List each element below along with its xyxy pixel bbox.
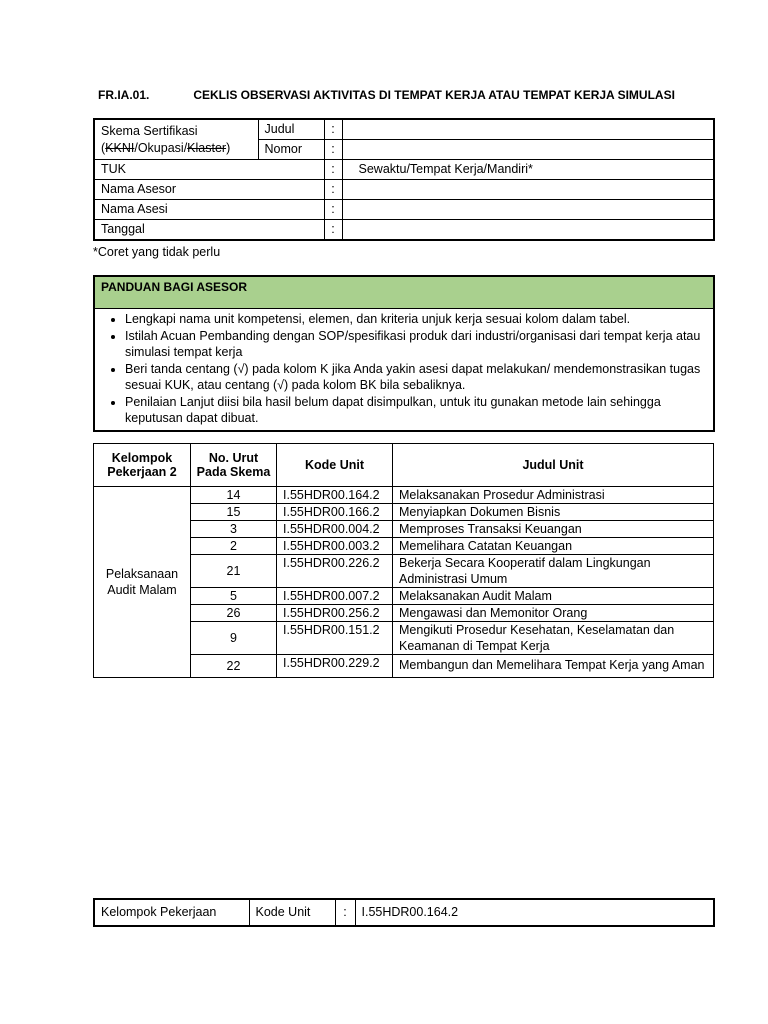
asesor-value[interactable] (342, 180, 714, 200)
row-judul: Bekerja Secara Kooperatif dalam Lingkungan Administrasi Umum (393, 555, 714, 588)
row-judul: Memelihara Catatan Keuangan (393, 538, 714, 555)
tanggal-value[interactable] (342, 220, 714, 241)
judul-label: Judul (258, 119, 324, 140)
header-judul-unit: Judul Unit (393, 444, 714, 487)
guide-list (95, 309, 713, 430)
colon: : (324, 200, 342, 220)
row-no: 2 (191, 538, 277, 555)
row-judul: Melaksanakan Audit Malam (393, 588, 714, 605)
skema-okupasi: /Okupasi/ (134, 141, 188, 155)
row-kode: I.55HDR00.151.2 (277, 622, 393, 655)
guide-item: • Lengkapi nama unit kompetensi, elemen, dan kriteria unjuk kerja sesuai kolom dalam tabel. (125, 311, 707, 328)
colon: : (324, 119, 342, 140)
row-kode: I.55HDR00.256.2 (277, 605, 393, 622)
skema-label (94, 119, 258, 160)
info-row-asesor (94, 180, 714, 200)
row-kode: I.55HDR00.166.2 (277, 504, 393, 521)
skema-open: ( (101, 141, 106, 155)
row-kode: I.55HDR00.003.2 (277, 538, 393, 555)
header-no-urut: No. Urut Pada Skema (191, 444, 277, 487)
info-row-asesi (94, 200, 714, 220)
guide-item: • Beri tanda centang (√) pada kolom K jika Anda yakin asesi dapat melakukan/ mendemonstrasikan tugas sesuai KUK, atau centang (√) pada kolom BK bila sebaliknya. (125, 361, 707, 394)
row-judul: Melaksanakan Prosedur Administrasi (393, 487, 714, 504)
row-kode: I.55HDR00.164.2 (277, 487, 393, 504)
guide-item: • Istilah Acuan Pembanding dengan SOP/spesifikasi produk dari industri/organisasi dari tempat kerja atau simulasi tempat kerja (125, 328, 707, 361)
asesi-label: Nama Asesi (94, 200, 324, 220)
strike-note: *Coret yang tidak perlu (93, 245, 221, 259)
row-no: 26 (191, 605, 277, 622)
tanggal-label: Tanggal (94, 220, 324, 241)
nomor-label: Nomor (258, 140, 324, 160)
header-kode-unit: Kode Unit (277, 444, 393, 487)
info-table (93, 118, 715, 241)
row-no: 3 (191, 521, 277, 538)
row-no: 21 (191, 555, 277, 588)
kode-unit-value[interactable]: I.55HDR00.164.2 (355, 899, 714, 926)
tuk-label: TUK (94, 160, 324, 180)
row-no: 5 (191, 588, 277, 605)
colon: : (324, 180, 342, 200)
skema-line1: Skema Sertifikasi (101, 124, 198, 138)
row-no: 14 (191, 487, 277, 504)
info-row-judul (94, 119, 714, 140)
row-no: 15 (191, 504, 277, 521)
skema-kkni: KKNI (105, 141, 135, 155)
colon: : (324, 160, 342, 180)
row-no: 22 (191, 655, 277, 678)
info-row-tanggal (94, 220, 714, 241)
guide-box (93, 275, 715, 432)
units-header-row (94, 444, 714, 487)
skema-close: ) (226, 141, 231, 155)
colon: : (335, 899, 355, 926)
bottom-table (93, 898, 715, 927)
guide-title: PANDUAN BAGI ASESOR (95, 277, 713, 309)
kelompok-pekerjaan-label: Kelompok Pekerjaan (94, 899, 249, 926)
header-kelompok: Kelompok Pekerjaan 2 (94, 444, 191, 487)
row-judul: Mengawasi dan Memonitor Orang (393, 605, 714, 622)
table-row (94, 487, 714, 504)
skema-klaster: Klaster (187, 141, 227, 155)
asesi-value[interactable] (342, 200, 714, 220)
row-judul: Membangun dan Memelihara Tempat Kerja yang Aman (393, 655, 714, 678)
row-kode: I.55HDR00.229.2 (277, 655, 393, 678)
row-judul: Mengikuti Prosedur Kesehatan, Keselamatan dan Keamanan di Tempat Kerja (393, 622, 714, 655)
row-kode: I.55HDR00.004.2 (277, 521, 393, 538)
info-row-tuk (94, 160, 714, 180)
row-no: 9 (191, 622, 277, 655)
units-table (93, 443, 714, 678)
row-kode: I.55HDR00.007.2 (277, 588, 393, 605)
judul-value[interactable] (342, 119, 714, 140)
row-judul: Menyiapkan Dokumen Bisnis (393, 504, 714, 521)
colon: : (324, 220, 342, 241)
asesor-label: Nama Asesor (94, 180, 324, 200)
nomor-value[interactable] (342, 140, 714, 160)
tuk-value[interactable]: Sewaktu/Tempat Kerja/Mandiri* (342, 160, 714, 180)
row-kode: I.55HDR00.226.2 (277, 555, 393, 588)
group-cell: Pelaksanaan Audit Malam (94, 487, 191, 678)
form-title: CEKLIS OBSERVASI AKTIVITAS DI TEMPAT KERJA ATAU TEMPAT KERJA SIMULASI (193, 88, 675, 102)
form-heading (98, 88, 738, 102)
kode-unit-label: Kode Unit (249, 899, 335, 926)
bottom-row (94, 899, 714, 926)
guide-item: • Penilaian Lanjut diisi bila hasil belum dapat disimpulkan, untuk itu gunakan metode lain sehingga keputusan dapat dibuat. (125, 394, 707, 427)
form-code: FR.IA.01. (98, 88, 150, 102)
colon: : (324, 140, 342, 160)
row-judul: Memproses Transaksi Keuangan (393, 521, 714, 538)
